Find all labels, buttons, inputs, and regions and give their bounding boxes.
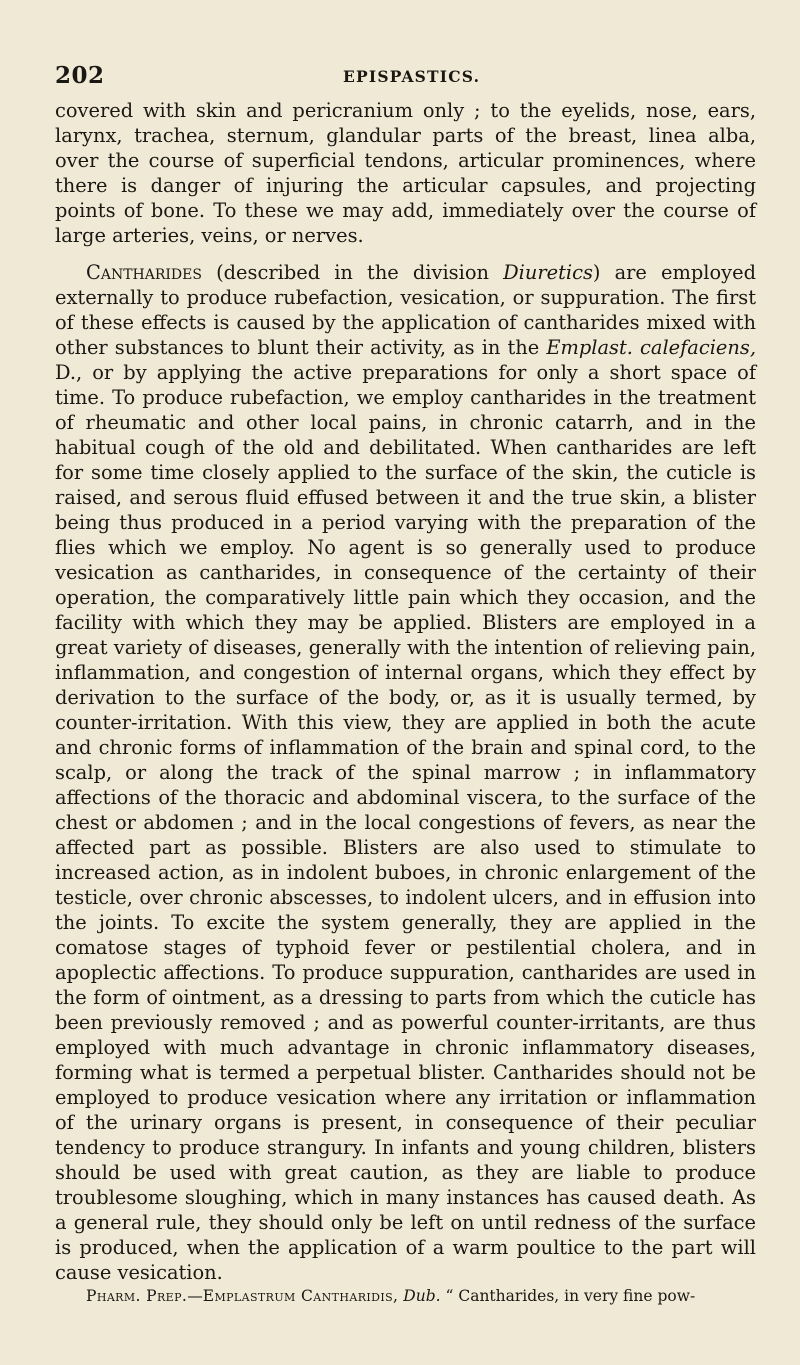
paragraph-cantharides <box>55 260 756 1285</box>
text-segment: D., or by applying the active preparations for only a short space of time. To produce rubefaction, we employ cantharides in the treatment of rheumatic and other local pains, in chronic catarrh, and in the habitual cough of the old and debilitated. When cantharides are left for some time closely applied to the surface of the skin, the cuticle is raised, and serous fluid effused between it and the true skin, a blister being thus produced in a period varying with the preparation of the flies which we employ. No agent is so generally used to produce vesication as cantharides, in consequence of the certainty of their operation, the comparatively little pain which they occasion, and the facility with which they may be applied. Blisters are employed in a great variety of diseases, generally with the intention of relieving pain, inflammation, and congestion of internal organs, which they effect by derivation to the surface of the body, or, as it is usually termed, by counter-irritation. With this view, they are applied in both the acute and chronic forms of inflammation of the brain and spinal cord, to the scalp, or along the track of the spinal marrow ; in inflammatory affections of the thoracic and abdominal viscera, to the surface of the chest or abdomen ; and in the local congestions of fevers, as near the affected part as possible. Blisters are also used to stimulate to increased action, as in indolent buboes, in chronic enlargement of the testicle, over chronic abscesses, to indolent ulcers, and in effusion into the joints. To excite the system generally, they are applied in the comatose stages of typhoid fever or pestilential cholera, and in apoplectic affections. To produce suppuration, cantharides are used in the form of ointment, as a dressing to parts from which the cuticle has been previously removed ; and as powerful counter-irritants, are thus employed with much advantage in chronic inflammatory diseases, forming what is termed a perpetual blister. Cantharides should not be employed to produce vesication where any irritation or inflammation of the urinary organs is present, in consequence of their peculiar tendency to produce strangury. In infants and young children, blisters should be used with great caution, as they are liable to produce troublesome sloughing, which in many instances has caused death. As a general rule, they should only be left on until redness of the surface is produced, when the application of a warm poultice to the part will cause vesication. <box>55 361 756 1284</box>
prep-source: Dub. <box>403 1287 441 1305</box>
prep-dash: — <box>187 1287 203 1305</box>
prep-label: Pharm. Prep. <box>86 1287 188 1305</box>
text-segment: ) are employed externally to produce rubefaction, vesication, or suppuration. The first of these effects is caused by the application of cantharides mixed with other substances to blunt their activity, as in the <box>55 261 756 359</box>
text-segment: (described in the division <box>201 261 504 284</box>
prep-text: “ Cantharides, in very fine pow- <box>440 1287 696 1305</box>
paragraph-continued: covered with skin and pericranium only ; to the eyelids, nose, ears, larynx, trachea, sternum, glandular parts of the breast, linea alba, over the course of superficial tendons, articular prominences, where there is danger of injuring the articular capsules, and projecting points of bone. To these we may add, immediately over the course of large arteries, veins, or nerves. <box>55 99 756 247</box>
prep-name: Emplastrum Cantharidis, <box>202 1287 399 1305</box>
italic-term-emplast: Emplast. calefaciens, <box>546 336 756 359</box>
running-head: EPISPASTICS. <box>343 67 481 86</box>
lead-word: Cantharides <box>86 261 202 284</box>
preparation-line <box>55 1285 756 1307</box>
body-text <box>55 98 756 1285</box>
italic-term-diuretics: Diuretics <box>503 261 593 284</box>
page-number: 202 <box>55 62 105 89</box>
page-header <box>55 62 756 92</box>
